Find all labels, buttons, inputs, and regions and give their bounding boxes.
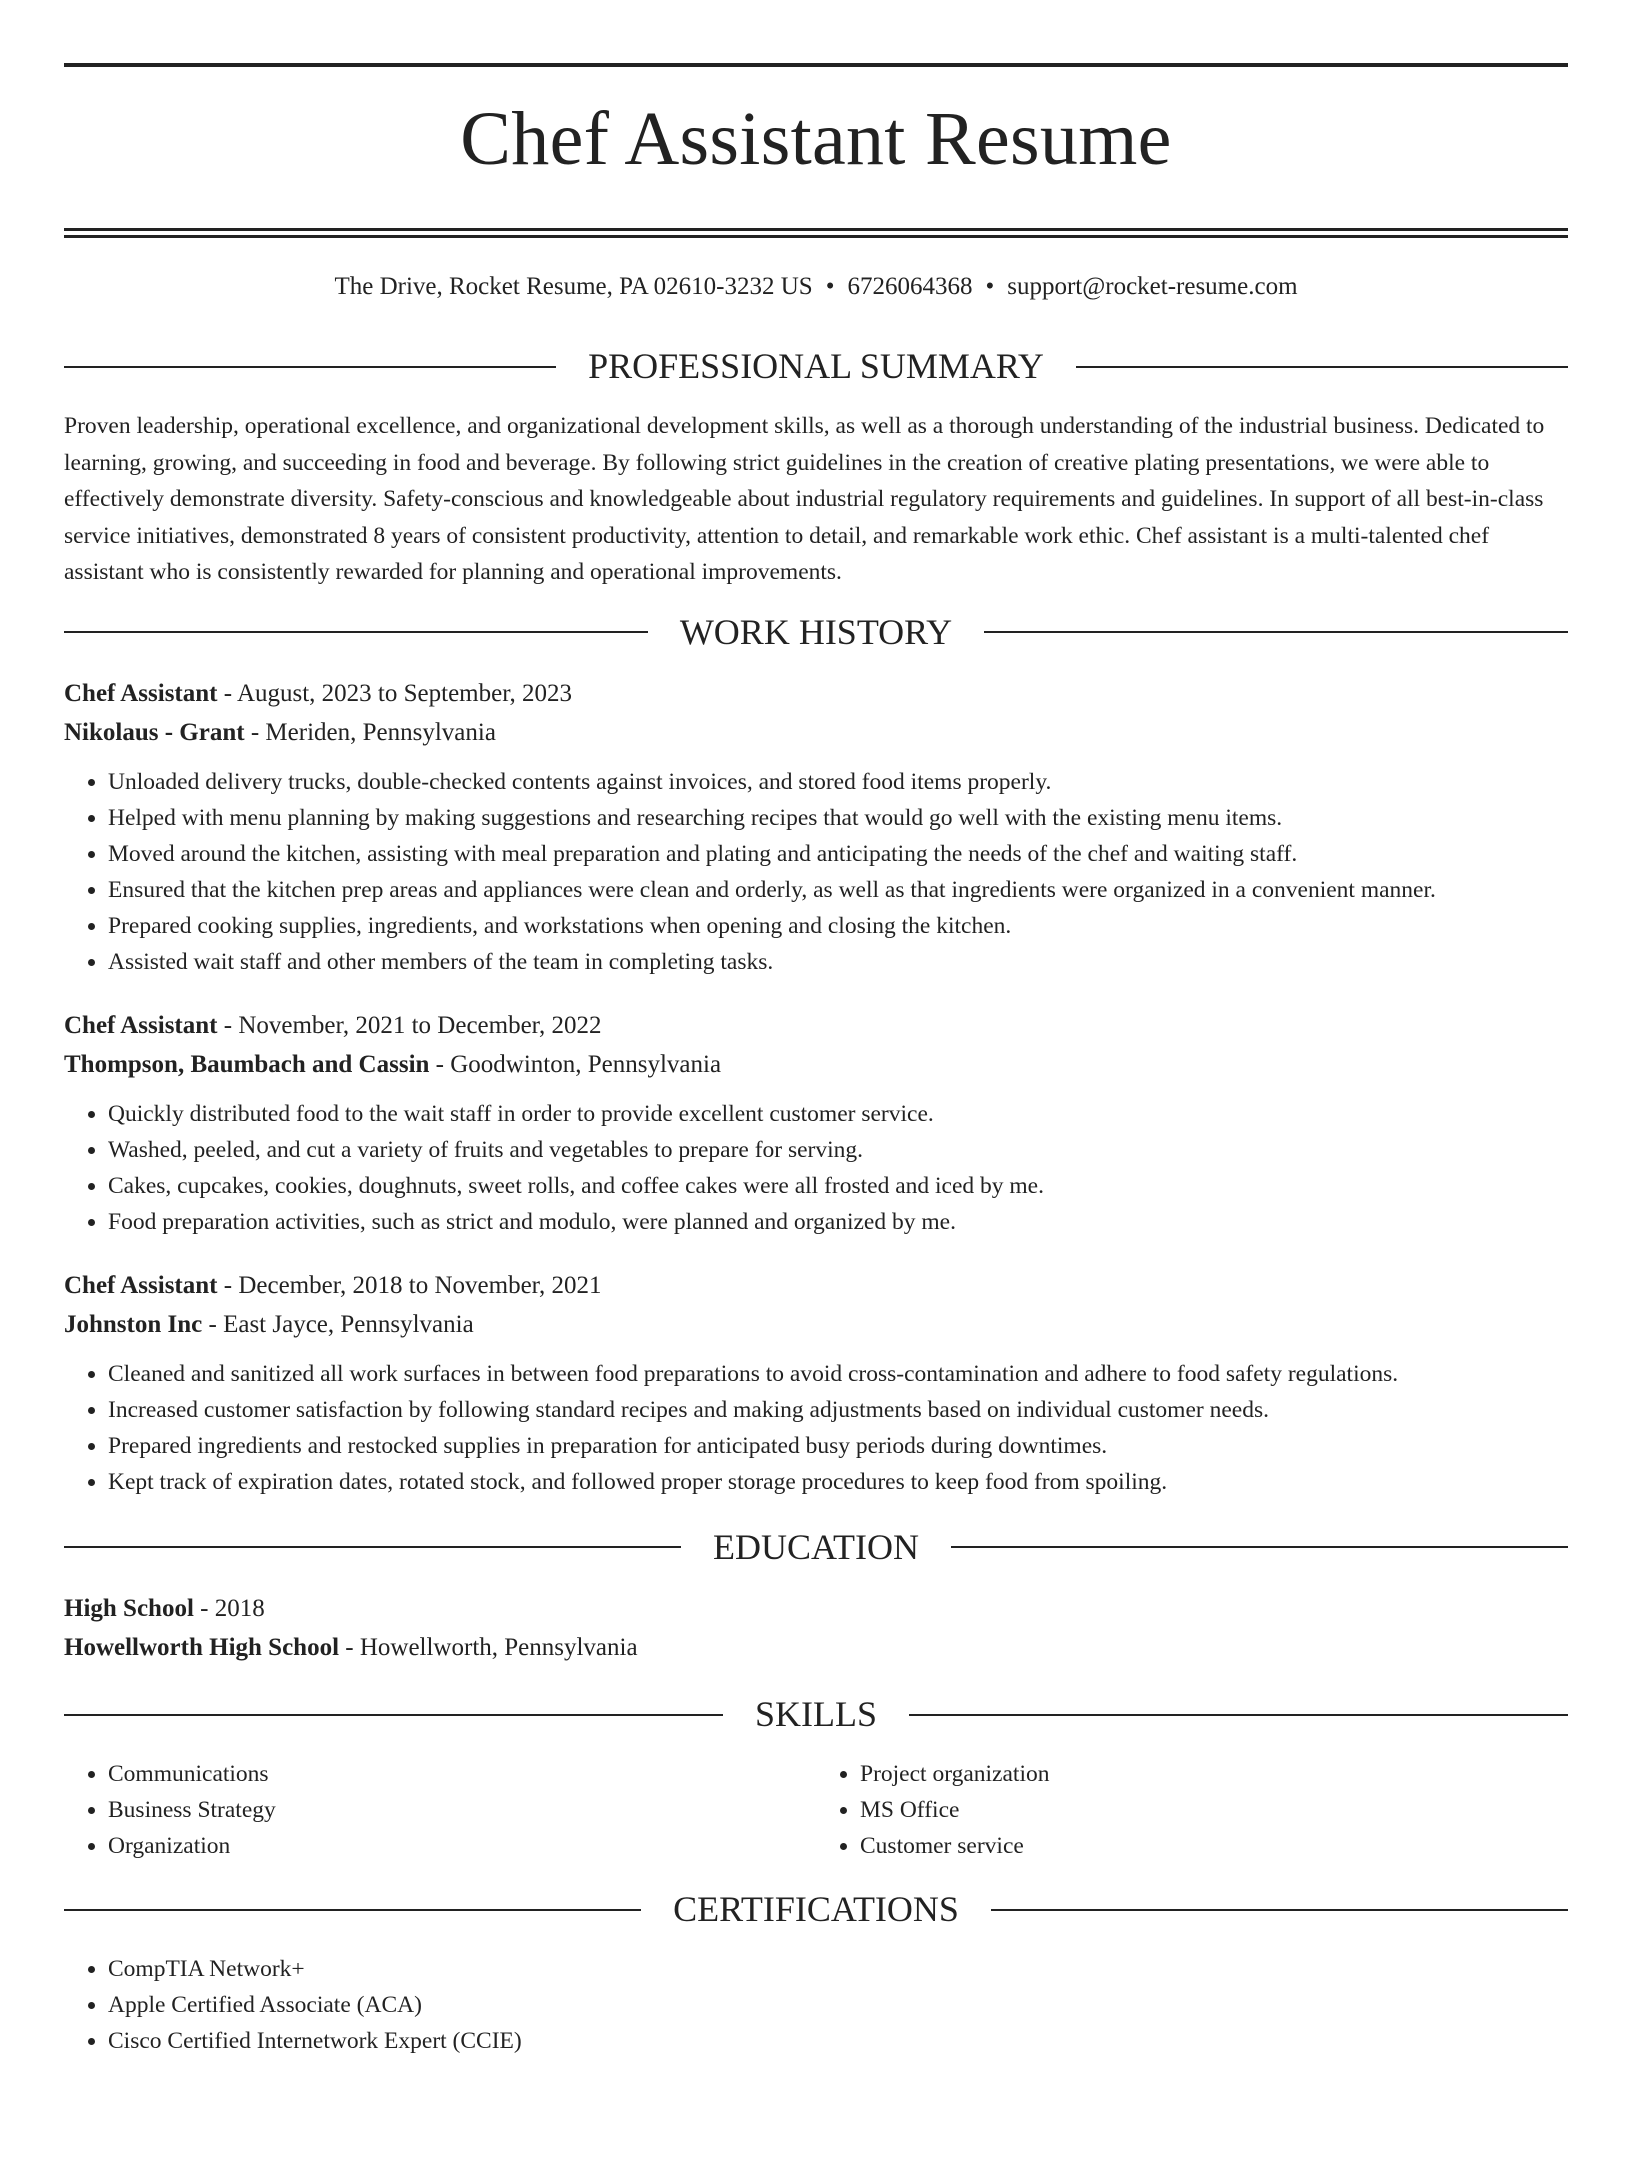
skill-item: • Customer service xyxy=(860,1828,1568,1864)
job-duty-item: • Food preparation activities, such as strict and modulo, were planned and organized by me. xyxy=(108,1204,1568,1240)
section-heading-summary xyxy=(64,345,1568,388)
job-title: Chef Assistant xyxy=(64,1011,218,1039)
job-duty-item: • Prepared cooking supplies, ingredients, and workstations when opening and closing the kitchen. xyxy=(108,908,1568,944)
job-company: Thompson, Baumbach and Cassin xyxy=(64,1050,430,1078)
education-year: - 2018 xyxy=(193,1594,265,1622)
job-duty-item: • Unloaded delivery trucks, double-checked contents against invoices, and stored food items properly. xyxy=(108,764,1568,800)
section-heading-label: PROFESSIONAL SUMMARY xyxy=(588,345,1044,386)
job-duties-list xyxy=(64,1096,1568,1240)
skill-item: • Business Strategy xyxy=(108,1792,816,1828)
summary-text: Proven leadership, operational excellence, and organizational development skills, as well as a thorough understanding of the industrial business. Dedicated to learning, growing, and succeeding in food and beverage. By following strict guidelines in the creation of creative plating presentations, we were able to effectively demonstrate diversity. Safety-conscious and knowledgeable about industrial regulatory requirements and guidelines. In support of all best-in-class service initiatives, demonstrated 8 years of consistent productivity, attention to detail, and remarkable work ethic. Chef assistant is a multi-talented chef assistant who is consistently rewarded for planning and operational improvements. xyxy=(64,413,1545,586)
section-heading-label: CERTIFICATIONS xyxy=(673,1889,959,1930)
job-location: - Meriden, Pennsylvania xyxy=(244,718,496,746)
heading-rule-right xyxy=(984,631,1568,633)
section-heading-work xyxy=(64,611,1568,654)
job-duty-item: • Increased customer satisfaction by following standard recipes and making adjustments based on individual customer needs. xyxy=(108,1392,1568,1428)
contact-phone: 6726064368 xyxy=(847,272,973,300)
job-duty-item: • Ensured that the kitchen prep areas and appliances were clean and orderly, as well as that ingredients were organized in a convenient manner. xyxy=(108,872,1568,908)
job-company: Nikolaus - Grant xyxy=(64,718,245,746)
skill-item: • Organization xyxy=(108,1828,816,1864)
skills-list-right xyxy=(816,1756,1568,1864)
job-title-line xyxy=(64,1266,1568,1305)
section-heading-certifications xyxy=(64,1888,1568,1931)
resume-title: Chef Assistant Resume xyxy=(460,97,1172,181)
job-company-line xyxy=(64,713,1568,752)
education-degree-line xyxy=(64,1589,1568,1628)
job-duty-item: • Kept track of expiration dates, rotated stock, and followed proper storage procedures to keep food from spoiling. xyxy=(108,1464,1568,1500)
section-heading-skills xyxy=(64,1693,1568,1736)
education-school-line xyxy=(64,1628,1568,1667)
job-title-line xyxy=(64,1006,1568,1045)
heading-rule-right xyxy=(909,1714,1568,1716)
contact-line xyxy=(64,274,1568,299)
skill-item: • Communications xyxy=(108,1756,816,1792)
job-duty-item: • Cleaned and sanitized all work surfaces in between food preparations to avoid cross-contamination and adhere to food safety regulations. xyxy=(108,1356,1568,1392)
section-heading-label: WORK HISTORY xyxy=(679,611,953,652)
job-title: Chef Assistant xyxy=(64,1271,218,1299)
job-duty-item: • Cakes, cupcakes, cookies, doughnuts, sweet rolls, and coffee cakes were all frosted and iced by me. xyxy=(108,1168,1568,1204)
certification-item: • Cisco Certified Internetwork Expert (CCIE) xyxy=(108,2023,1568,2059)
skills-list-left xyxy=(64,1756,816,1864)
job-duty-item: • Moved around the kitchen, assisting with meal preparation and plating and anticipating the needs of the chef and waiting staff. xyxy=(108,836,1568,872)
job-location: - Goodwinton, Pennsylvania xyxy=(429,1050,722,1078)
section-heading-label: SKILLS xyxy=(755,1693,878,1734)
job-company-line xyxy=(64,1045,1568,1084)
skills-grid xyxy=(64,1756,1568,1864)
job-location: - East Jayce, Pennsylvania xyxy=(202,1310,474,1338)
section-heading-education xyxy=(64,1526,1568,1569)
contact-separator: • xyxy=(985,272,995,300)
heading-rule-right xyxy=(991,1909,1568,1911)
education-degree: High School xyxy=(64,1594,194,1622)
job-title: Chef Assistant xyxy=(64,679,218,707)
education-school: Howellworth High School xyxy=(64,1633,340,1661)
top-rule xyxy=(64,63,1568,67)
education-location: - Howellworth, Pennsylvania xyxy=(339,1633,638,1661)
skill-item: • Project organization xyxy=(860,1756,1568,1792)
job-duty-item: • Washed, peeled, and cut a variety of fruits and vegetables to prepare for serving. xyxy=(108,1132,1568,1168)
job-duties-list xyxy=(64,764,1568,980)
contact-address: The Drive, Rocket Resume, PA 02610-3232 US xyxy=(334,272,813,300)
work-history-list xyxy=(64,674,1568,1500)
job-dates: - December, 2018 to November, 2021 xyxy=(217,1271,602,1299)
certification-item: • Apple Certified Associate (ACA) xyxy=(108,1987,1568,2023)
skill-item: • MS Office xyxy=(860,1792,1568,1828)
job-entry xyxy=(64,674,1568,980)
heading-rule-left xyxy=(64,1909,641,1911)
job-company: Johnston Inc xyxy=(64,1310,203,1338)
job-duty-item: • Assisted wait staff and other members of the team in completing tasks. xyxy=(108,944,1568,980)
job-entry xyxy=(64,1266,1568,1500)
heading-rule-right xyxy=(1076,366,1568,368)
certification-item: • CompTIA Network+ xyxy=(108,1951,1568,1987)
heading-rule-left xyxy=(64,366,556,368)
job-duty-item: • Quickly distributed food to the wait staff in order to provide excellent customer service. xyxy=(108,1096,1568,1132)
certifications-list xyxy=(64,1951,1568,2059)
heading-rule-left xyxy=(64,1714,723,1716)
title-double-rule xyxy=(64,228,1568,238)
job-company-line xyxy=(64,1305,1568,1344)
heading-rule-left xyxy=(64,1546,681,1548)
section-heading-label: EDUCATION xyxy=(713,1526,919,1567)
job-duty-item: • Prepared ingredients and restocked supplies in preparation for anticipated busy periods during downtimes. xyxy=(108,1428,1568,1464)
heading-rule-right xyxy=(951,1546,1568,1548)
contact-separator: • xyxy=(825,272,835,300)
job-duty-item: • Helped with menu planning by making suggestions and researching recipes that would go well with the existing menu items. xyxy=(108,800,1568,836)
heading-rule-left xyxy=(64,631,648,633)
job-title-line xyxy=(64,674,1568,713)
job-duties-list xyxy=(64,1356,1568,1500)
job-dates: - August, 2023 to September, 2023 xyxy=(217,679,573,707)
contact-email: support@rocket-resume.com xyxy=(1007,272,1298,300)
job-entry xyxy=(64,1006,1568,1240)
education-entry xyxy=(64,1589,1568,1667)
resume-page xyxy=(0,63,1632,2175)
job-dates: - November, 2021 to December, 2022 xyxy=(217,1011,602,1039)
